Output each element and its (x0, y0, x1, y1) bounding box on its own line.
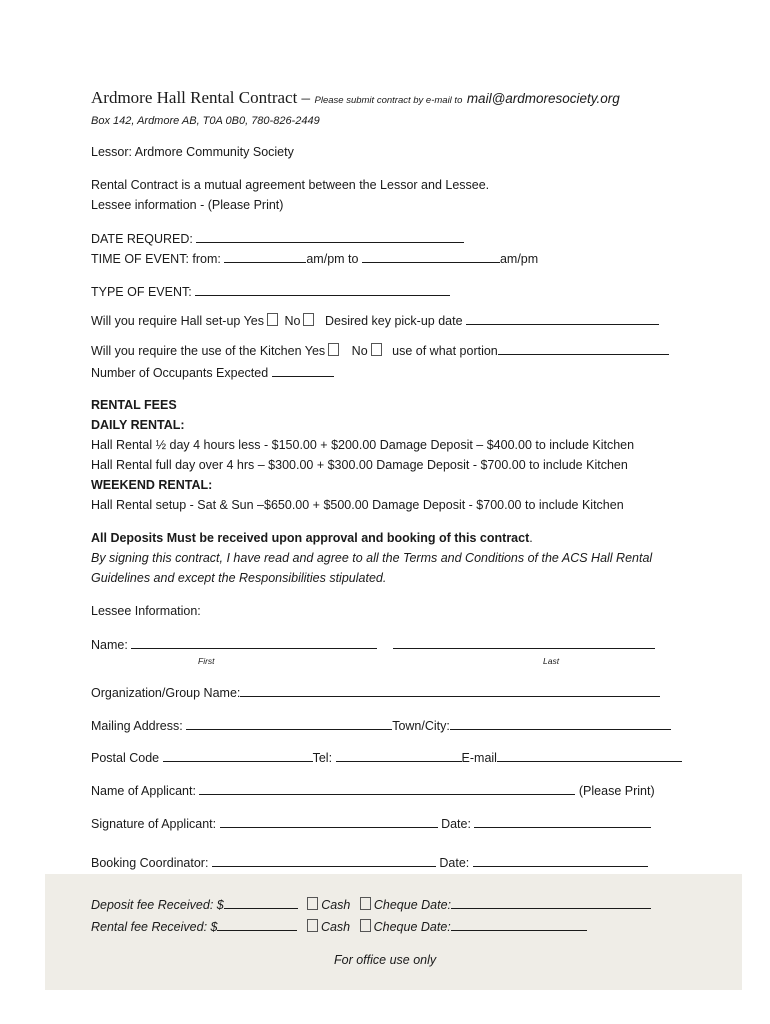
rental-amount-field[interactable] (217, 918, 297, 931)
weekend-rental-heading: WEEKEND RENTAL: (91, 478, 213, 492)
applicant-name-field[interactable] (199, 782, 575, 795)
first-name-caption: First (198, 656, 215, 666)
daily-full-fee: Hall Rental full day over 4 hrs – $300.00 + $300.00 Damage Deposit - $700.00 to include Kitchen (91, 458, 628, 472)
type-of-event-label: TYPE OF EVENT: (91, 285, 192, 299)
contact-email[interactable]: mail@ardmoresociety.org (466, 91, 620, 106)
coordinator-date-label: Date: (439, 856, 470, 870)
deposit-cheque-label: Cheque (373, 898, 418, 912)
title-text: Ardmore Hall Rental Contract – (91, 88, 311, 107)
kitchen-yes-label: Yes (304, 344, 326, 358)
postal-row (91, 749, 682, 766)
rental-received-label: Rental fee Received: $ (91, 920, 218, 934)
applicant-label: Name of Applicant: (91, 784, 196, 798)
ampm-label: am/pm (499, 252, 539, 266)
kitchen-portion-field[interactable] (498, 342, 669, 355)
rental-date-label: Date: (420, 920, 451, 934)
contract-title (91, 88, 620, 108)
signature-date-field[interactable] (474, 815, 651, 828)
deposits-text: All Deposits Must be received upon approval and booking of this contract (91, 531, 530, 545)
name-row (91, 636, 655, 653)
kitchen-question: Will you require the use of the Kitchen (91, 344, 302, 358)
please-print-label: (Please Print) (578, 784, 655, 798)
mailing-address-field[interactable] (186, 717, 392, 730)
coordinator-date-field[interactable] (473, 854, 648, 867)
address-line: Box 142, Ardmore AB, T0A 0B0, 780-826-2449 (91, 115, 320, 127)
rental-fees-heading: RENTAL FEES (91, 398, 177, 412)
rental-cash-label: Cash (320, 920, 351, 934)
email-label: E-mail (461, 751, 497, 765)
hall-setup-row (91, 312, 659, 329)
time-to-field[interactable] (362, 250, 500, 263)
deposits-line (91, 530, 533, 546)
deposit-cash-label: Cash (321, 898, 351, 912)
last-name-field[interactable] (393, 636, 655, 649)
time-from-label: TIME OF EVENT: from: (91, 252, 221, 266)
mailing-label: Mailing Address: (91, 719, 183, 733)
kitchen-portion-label: use of what portion (392, 344, 498, 358)
lessee-information-heading: Lessee Information: (91, 604, 201, 618)
signature-field[interactable] (220, 815, 438, 828)
rental-cheque-checkbox[interactable] (360, 919, 371, 932)
coordinator-row (91, 854, 648, 871)
rental-date-field[interactable] (451, 918, 587, 931)
town-field[interactable] (450, 717, 671, 730)
rental-received-row (91, 918, 587, 935)
deposit-date-label: Date: (421, 898, 452, 912)
signature-row (91, 815, 651, 832)
daily-rental-heading: DAILY RENTAL: (91, 418, 185, 432)
coordinator-label: Booking Coordinator: (91, 856, 209, 870)
name-label: Name: (91, 638, 128, 652)
kitchen-row (91, 342, 669, 359)
rental-cheque-label: Cheque (373, 920, 418, 934)
first-name-field[interactable] (131, 636, 377, 649)
kitchen-no-label: No (351, 344, 368, 358)
signature-label: Signature of Applicant: (91, 817, 217, 831)
deposit-cheque-checkbox[interactable] (360, 897, 371, 910)
lessee-info-line: Lessee information - (Please Print) (91, 198, 284, 212)
tel-label: Tel: (312, 751, 333, 765)
coordinator-field[interactable] (212, 854, 436, 867)
hall-setup-yes-checkbox[interactable] (267, 313, 278, 326)
kitchen-yes-checkbox[interactable] (328, 343, 339, 356)
date-required-row (91, 230, 464, 247)
time-from-field[interactable] (224, 250, 306, 263)
mailing-row (91, 717, 671, 734)
organization-label: Organization/Group Name: (91, 686, 241, 700)
deposit-amount-field[interactable] (224, 896, 298, 909)
key-pickup-label: Desired key pick-up date (324, 314, 463, 328)
postal-label: Postal Code (91, 751, 160, 765)
last-name-caption: Last (543, 656, 560, 666)
hall-setup-no-checkbox[interactable] (303, 313, 314, 326)
occupants-row (91, 364, 334, 381)
town-label: Town/City: (392, 719, 450, 733)
deposit-date-field[interactable] (451, 896, 651, 909)
time-of-event-row (91, 250, 538, 267)
deposit-received-label: Deposit fee Received: $ (91, 898, 224, 912)
date-required-label: DATE REQURED: (91, 232, 193, 246)
hall-setup-question: Will you require Hall set-up (91, 314, 241, 328)
applicant-row (91, 782, 655, 799)
kitchen-no-checkbox[interactable] (371, 343, 382, 356)
ampm-to-label: am/pm to (306, 252, 359, 266)
signature-date-label: Date: (441, 817, 471, 831)
postal-code-field[interactable] (163, 749, 313, 762)
occupants-field[interactable] (272, 364, 334, 377)
organization-row (91, 684, 660, 701)
weekend-fee: Hall Rental setup - Sat & Sun –$650.00 + $500.00 Damage Deposit - $700.00 to include Kitchen (91, 498, 624, 512)
key-pickup-field[interactable] (466, 312, 659, 325)
occupants-label: Number of Occupants Expected (91, 366, 269, 380)
agreement-line-2: Guidelines and except the Responsibilities stipulated. (91, 571, 387, 585)
type-of-event-row (91, 283, 450, 300)
date-required-field[interactable] (196, 230, 464, 243)
deposit-cash-checkbox[interactable] (307, 897, 318, 910)
hall-setup-yes-label: Yes (243, 314, 265, 328)
agreement-line-1: By signing this contract, I have read and agree to all the Terms and Conditions of the ACS Hall Rental (91, 551, 653, 565)
hall-setup-no-label: No (284, 314, 301, 328)
daily-half-fee: Hall Rental ½ day 4 hours less - $150.00 + $200.00 Damage Deposit – $400.00 to include Kitchen (91, 438, 635, 452)
lessor-line: Lessor: Ardmore Community Society (91, 145, 294, 159)
email-field[interactable] (497, 749, 682, 762)
deposit-received-row (91, 896, 651, 913)
deposits-period: . (529, 531, 533, 545)
tel-field[interactable] (336, 749, 462, 762)
mutual-agreement-line: Rental Contract is a mutual agreement between the Lessor and Lessee. (91, 178, 490, 192)
submit-note: Please submit contract by e-mail to (314, 95, 463, 106)
rental-cash-checkbox[interactable] (307, 919, 318, 932)
office-use-note: For office use only (334, 953, 437, 967)
organization-field[interactable] (240, 684, 660, 697)
type-of-event-field[interactable] (195, 283, 450, 296)
